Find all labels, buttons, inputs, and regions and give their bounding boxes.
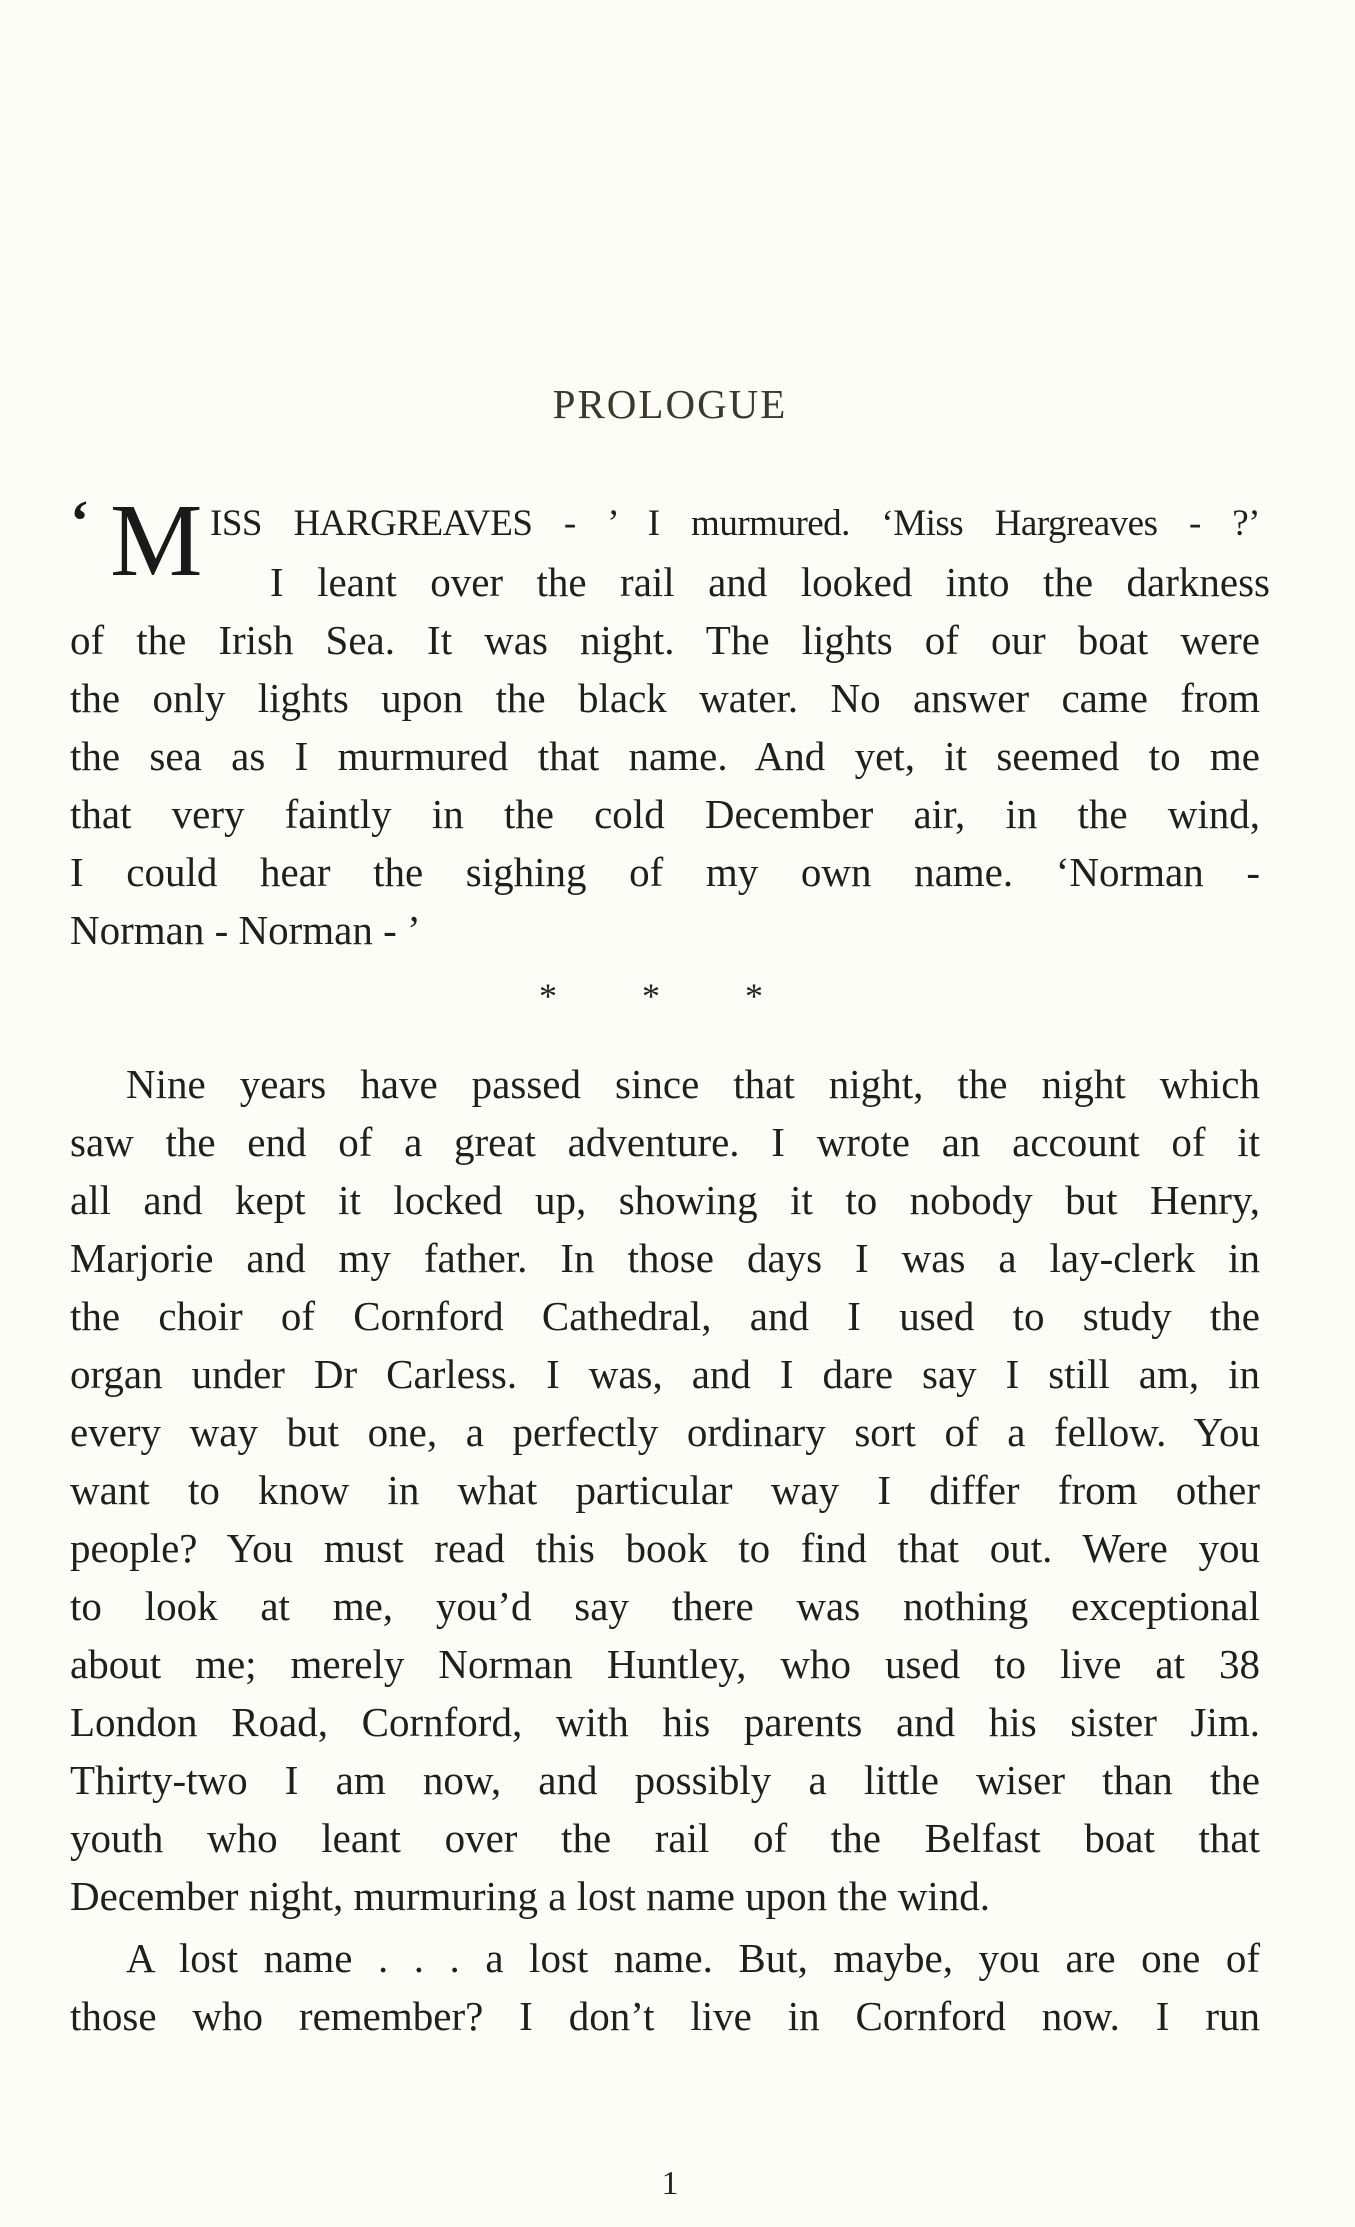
section-separator: * * * xyxy=(539,976,801,1016)
text-line: organ under Dr Carless. I was, and I dare say I still am, in xyxy=(70,1351,1260,1397)
text-line: I leant over the rail and looked into the darkness xyxy=(270,559,1270,605)
drop-cap-letter: M xyxy=(110,483,203,598)
text-line: of the Irish Sea. It was night. The lights of our boat were xyxy=(70,617,1260,663)
text-line: Thirty-two I am now, and possibly a little wiser than the xyxy=(70,1757,1260,1803)
text-line: the choir of Cornford Cathedral, and I used to study the xyxy=(70,1293,1260,1339)
chapter-heading: PROLOGUE xyxy=(552,381,788,427)
opening-quote-mark: ‘ xyxy=(70,488,90,553)
text-line: Norman - Norman - ’ xyxy=(70,907,421,953)
text-line: want to know in what particular way I differ from other xyxy=(70,1467,1260,1513)
text-line: people? You must read this book to find that out. Were you xyxy=(70,1525,1260,1571)
text-line: all and kept it locked up, showing it to nobody but Henry, xyxy=(70,1177,1260,1223)
text-line: the sea as I murmured that name. And yet, it seemed to me xyxy=(70,733,1260,779)
text-line: December night, murmuring a lost name upon the wind. xyxy=(70,1873,991,1919)
text-line: those who remember? I don’t live in Cornford now. I run xyxy=(70,1993,1260,2039)
text-line: A lost name . . . a lost name. But, maybe, you are one of xyxy=(126,1935,1260,1981)
text-line: saw the end of a great adventure. I wrote an account of it xyxy=(70,1119,1260,1165)
text-line: the only lights upon the black water. No answer came from xyxy=(70,675,1260,721)
text-line: to look at me, you’d say there was nothing exceptional xyxy=(70,1583,1260,1629)
text-line: I could hear the sighing of my own name. ‘Norman - xyxy=(70,849,1260,895)
text-line: ISS HARGREAVES - ’ I murmured. ‘Miss Hargreaves - ?’ xyxy=(210,503,1260,544)
page-number: 1 xyxy=(661,2165,679,2202)
text-line: London Road, Cornford, with his parents and his sister Jim. xyxy=(70,1699,1260,1745)
text-line: every way but one, a perfectly ordinary sort of a fellow. You xyxy=(70,1409,1260,1455)
text-line: youth who leant over the rail of the Belfast boat that xyxy=(70,1815,1260,1861)
text-line: that very faintly in the cold December air, in the wind, xyxy=(70,791,1260,837)
text-line: Marjorie and my father. In those days I was a lay-clerk in xyxy=(70,1235,1260,1281)
text-line: Nine years have passed since that night, the night which xyxy=(126,1061,1260,1107)
text-line: about me; merely Norman Huntley, who used to live at 38 xyxy=(70,1641,1260,1687)
